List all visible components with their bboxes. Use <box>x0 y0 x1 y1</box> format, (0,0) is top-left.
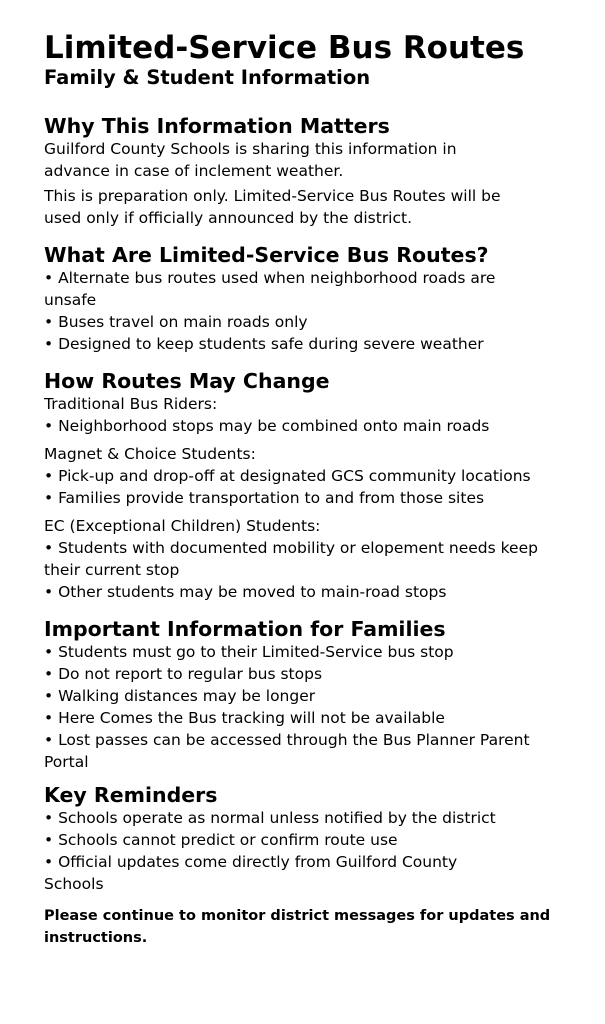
group-traditional <box>44 393 561 437</box>
section-reminders <box>44 783 561 895</box>
section-heading-what: What Are Limited-Service Bus Routes? <box>44 243 489 267</box>
section-heading-why: Why This Information Matters <box>44 114 390 138</box>
list-item: • Schools cannot predict or confirm route use <box>44 831 398 849</box>
group-label: Traditional Bus Riders: <box>44 395 218 413</box>
list-item: • Neighborhood stops may be combined onto main roads <box>44 417 490 435</box>
section-what <box>44 243 561 355</box>
bullet-list <box>44 415 561 437</box>
list-item: • Alternate bus routes used when neighborhood roads are unsafe <box>44 269 496 309</box>
closing-note: Please continue to monitor district messages for updates and instructions. <box>44 908 551 946</box>
list-item: • Official updates come directly from Guilford County Schools <box>44 853 458 893</box>
bullet-list <box>44 807 514 895</box>
page-subtitle: Family & Student Information <box>44 66 371 89</box>
paragraph: This is preparation only. Limited-Service Bus Routes will be used only if officially announced by the district. <box>44 187 501 227</box>
paragraph: Guilford County Schools is sharing this information in advance in case of inclement weather. <box>44 140 457 180</box>
group-magnet <box>44 443 561 509</box>
list-item: • Buses travel on main roads only <box>44 313 308 331</box>
list-item: • Designed to keep students safe during severe weather <box>44 335 484 353</box>
bullet-list <box>44 537 561 603</box>
section-heading-important: Important Information for Families <box>44 617 446 641</box>
bullet-list <box>44 465 561 509</box>
list-item: • Other students may be moved to main-road stops <box>44 583 447 601</box>
group-label: EC (Exceptional Children) Students: <box>44 517 321 535</box>
section-why <box>44 114 561 229</box>
list-item: • Lost passes can be accessed through the Bus Planner Parent Portal <box>44 731 530 771</box>
section-heading-reminders: Key Reminders <box>44 783 218 807</box>
page-title: Limited-Service Bus Routes <box>44 30 525 66</box>
bullet-list <box>44 267 514 355</box>
list-item: • Students with documented mobility or elopement needs keep their current stop <box>44 539 538 579</box>
list-item: • Walking distances may be longer <box>44 687 316 705</box>
section-important <box>44 617 561 773</box>
list-item: • Schools operate as normal unless notified by the district <box>44 809 496 827</box>
group-label: Magnet & Choice Students: <box>44 445 256 463</box>
section-heading-how: How Routes May Change <box>44 369 330 393</box>
group-ec <box>44 515 561 603</box>
bullet-list <box>44 641 561 773</box>
list-item: • Students must go to their Limited-Service bus stop <box>44 643 454 661</box>
list-item: • Do not report to regular bus stops <box>44 665 323 683</box>
section-how <box>44 369 561 603</box>
list-item: • Pick-up and drop-off at designated GCS community locations <box>44 467 531 485</box>
list-item: • Families provide transportation to and from those sites <box>44 489 485 507</box>
list-item: • Here Comes the Bus tracking will not be available <box>44 709 445 727</box>
